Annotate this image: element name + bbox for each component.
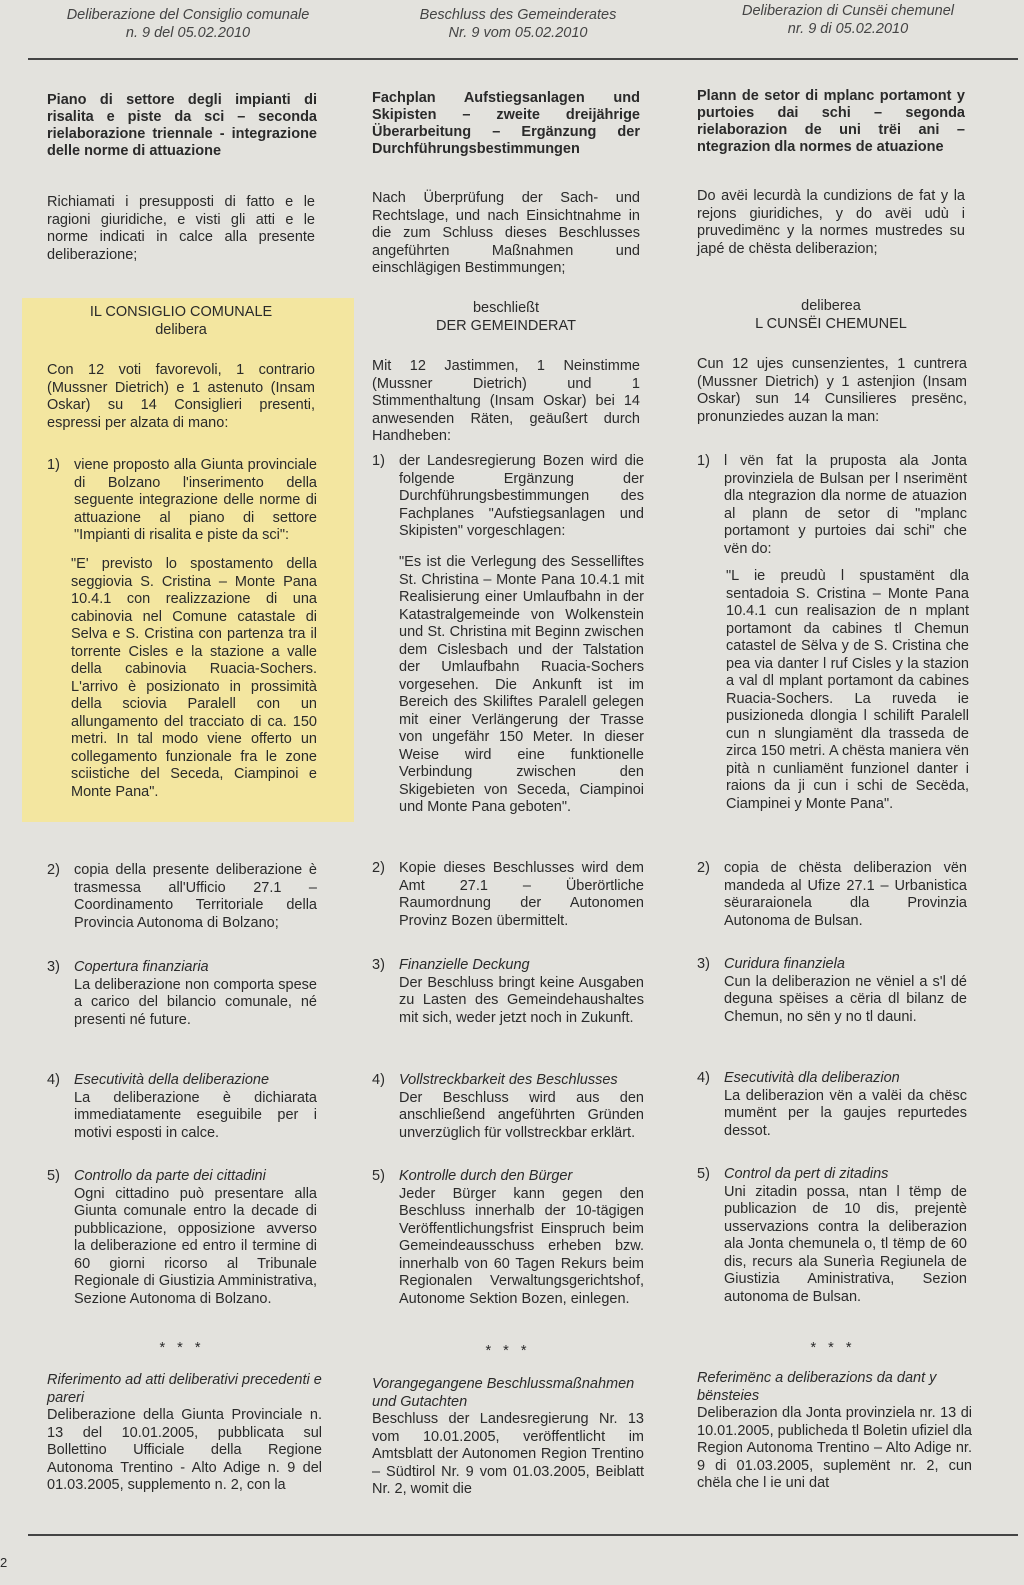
section-title: Piano di settore degli impianti di risalita e piste da sci – seconda rielaborazione triennale - integrazione delle norme di attuazione xyxy=(47,92,317,159)
reference-block: Referimënc a deliberazions da dant y bënsteies Deliberazion dla Jonta provinziela nr. 13 di 10.01.2005, publicheda tl Boletin ufiziel dla Region Autonoma Trentino – Alto Adige nr. 9 di 01.03.2005, suplemënt nr. 2, cun chëla che l ie uni dat xyxy=(697,1370,972,1491)
page-header xyxy=(28,0,1018,60)
intro-paragraph: Richiamati i presupposti di fatto e le ragioni giuridiche, e visti gli atti e le norme indicati in calce alla presente deliberazione; xyxy=(47,194,315,263)
quote-paragraph: "E' previsto lo spostamento della seggiovia S. Cristina – Monte Pana 10.4.1 con realizzazione di una cabinovia nel Comune catastale di Selva e S. Cristina con partenza tra il torrente Cisles e la stazione a valle della cabinovia Ruacia-Sochers. L'arrivo è posizionato in prossimità della sciovia Paralell con un allungamento del tracciato di ca. 150 metri. In tal modo viene offerto un collegamento funzionale fra le zone sciistiche del Seceda, Ciampinoi e Monte Pana". xyxy=(71,556,317,800)
vote-paragraph: Cun 12 ujes cunsenzientes, 1 cuntrera (Mussner Dietrich) y 1 astenjion (Insam Oskar) sun 14 Cunsilieres presënc, pronunziedes auzan la man: xyxy=(697,356,967,425)
section-title: Plann de setor di mplanc portamont y purtoies dai schi – segonda rielaborazion de uni trëi ani – ntegrazion dla normes de atuazione xyxy=(697,88,965,155)
intro-paragraph: Do avëi lecurdà la cundizions de fat y la rejons giuridiches, y do avëi udù i pruvedimënc y la normes mustredes su japé de chësta deliberazion; xyxy=(697,188,965,257)
decides-block: deliberea L CUNSËI CHEMUNEL xyxy=(755,298,907,332)
decides-block: beschließt DER GEMEINDERAT xyxy=(436,300,576,334)
page-number: 2 xyxy=(0,1555,8,1570)
reference-block: Riferimento ad atti deliberativi precedenti e pareri Deliberazione della Giunta Provinciale n. 13 del 10.01.2005, pubblicata sul Bollettino Ufficiale della Regione Autonoma Trentino - Alto Adige n. 9 del 01.03.2005, supplemento n. 2, con la xyxy=(47,1372,322,1493)
header-it: Deliberazione del Consiglio comunale n. 9 del 05.02.2010 xyxy=(66,7,310,41)
quote-paragraph: "L ie preudù l spustamënt dla sentadoia S. Cristina – Monte Pana 10.4.1 cun realisazion de n mplant portamont da cabines tl Chemun catastel de Sëlva y de S. Cristina che pea via danter l ruf Cisles y la stazion a val dl mplant portamont da cabines Ruacia-Sochers. La ruveda ie pusizioneda dlongia l schilift Paralell cun n slungiamënt dla trasseda de zirca 150 metri. A chësta maniera vën pità n cunliamënt funzionel danter i raions da ji cun i schi de Secëda, Ciampinei y Monte Pana". xyxy=(726,568,969,812)
intro-paragraph: Nach Überprüfung der Sach- und Rechtslage, und nach Einsichtnahme in die zum Schluss dieses Beschlusses angeführten Maßnahmen und einschlägigen Bestimmungen; xyxy=(372,190,640,276)
quote-paragraph: "Es ist die Verlegung des Sesselliftes St. Christina – Monte Pana 10.4.1 mit Realisierung einer Umlaufbahn in der Katastralgemeinde von Wolkenstein und St. Christina mit Beginn zwischen dem Cislesbach und der Talstation der Umlaufbahn Ruacia-Sochers vorgesehen. Die Ankunft ist im Bereich des Skiliftes Paralell gelegen mit einer Verlängerung der Trasse von ungefähr 150 Meter. In dieser Weise wird eine funktionelle Verbindung zwischen den Skigebieten von Seceda, Ciampinoi und Monte Pana geboten". xyxy=(399,554,644,815)
header-lad: Deliberazion di Cunsëi chemunel nr. 9 di 05.02.2010 xyxy=(742,3,954,37)
separator-stars: * * * xyxy=(810,1340,856,1356)
reference-block: Vorangegangene Beschlussmaßnahmen und Gutachten Beschluss der Landesregierung Nr. 13 vom 10.01.2005, veröffentlicht im Amtsblatt der Autonomen Region Trentino – Südtirol Nr. 9 vom 01.03.2005, Beiblatt Nr. 2, womit die xyxy=(372,1376,644,1497)
separator-stars: * * * xyxy=(159,1340,205,1356)
vote-paragraph: Con 12 voti favorevoli, 1 contrario (Mussner Dietrich) e 1 astenuto (Insam Oskar) su 14 Consiglieri presenti, espressi per alzata di mano: xyxy=(47,362,315,431)
decides-block: IL CONSIGLIO COMUNALE delibera xyxy=(89,304,273,338)
footer-rule xyxy=(28,1534,1018,1536)
vote-paragraph: Mit 12 Jastimmen, 1 Neinstimme (Mussner Dietrich) und 1 Stimmenthaltung (Insam Oskar) bei 14 anwesenden Räten, geäußert durch Handheben: xyxy=(372,358,640,444)
section-title: Fachplan Aufstiegsanlagen und Skipisten – zweite dreijährige Überarbeitung – Ergänzung der Durchführungsbestimmungen xyxy=(372,90,640,157)
header-de: Beschluss des Gemeinderates Nr. 9 vom 05.02.2010 xyxy=(419,7,617,41)
separator-stars: * * * xyxy=(485,1343,531,1359)
